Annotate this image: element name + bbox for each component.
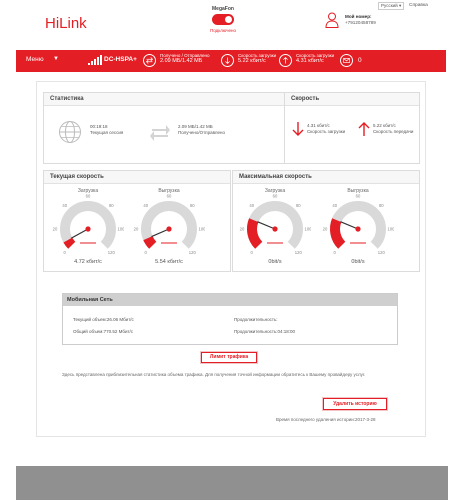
traffic-note: Здесь представлена приблизительная статистика объема трафика. Для получения точной информации обратитесь к Вашему провайдеру услуг. [62, 372, 366, 377]
operator-block [208, 6, 238, 33]
max-speed-title: Максимальная скорость [233, 171, 419, 184]
statistics-title: Статистика [44, 93, 284, 106]
gauge-tick-label: 40 [62, 203, 68, 209]
gauge-tick-label: 60 [272, 193, 278, 199]
current-duration: Продолжительность: [234, 317, 278, 322]
help-link[interactable]: Справка [409, 3, 428, 8]
download-speed-label: Скорость загрузки [238, 53, 277, 58]
traffic-status-value: 2.09 МБ/1.42 МБ [160, 58, 203, 64]
max-download-gauge [239, 193, 311, 257]
network-type: DC-HSPA+ [104, 56, 137, 63]
speed-down-value: 4.31 кбит/с [307, 123, 330, 128]
gauge-needle [257, 222, 275, 229]
speed-down-info [307, 123, 345, 135]
gauge-tick-label: 120 [107, 249, 115, 255]
statistics-box [43, 92, 285, 164]
gauge-tick-label: 20 [322, 226, 328, 232]
max-upload-gauge [322, 193, 394, 257]
envelope-icon[interactable] [340, 54, 353, 67]
gauge-fill [68, 240, 72, 245]
traffic-status-label: Получено / Отправлено [160, 53, 210, 58]
current-speed-title: Текущая скорость [44, 171, 230, 184]
last-cleared-time: Время последнего удаления истории:2017-3-28 [276, 417, 376, 422]
current-upload-value: 5.54 кбит/с [155, 259, 183, 265]
gauge-tick-label: 100 [387, 226, 394, 232]
speed-box [284, 92, 420, 164]
traffic-label: Получено/Отправлено [178, 130, 226, 135]
upload-speed-text [296, 53, 334, 64]
gauge-fill [252, 220, 259, 245]
hilink-logo[interactable]: HiLink [45, 15, 87, 32]
mobile-network-panel [62, 293, 398, 345]
user-number-block [345, 14, 415, 26]
traffic-limit-button[interactable]: Лимит трафика [201, 352, 257, 363]
total-volume: Общий объем:770.52 Мбит/с [73, 329, 134, 334]
max-download-value: 0bit/s [268, 259, 282, 265]
menu-button[interactable]: Меню [26, 56, 44, 63]
session-label: Текущая сессия [90, 130, 124, 135]
gauge-needle [152, 229, 169, 237]
gauge-tick-label: 20 [239, 226, 245, 232]
connection-status: Подключено [209, 28, 237, 33]
connection-toggle[interactable] [212, 14, 234, 25]
upload-red-arrow-icon [358, 121, 370, 137]
current-speed-box [43, 170, 231, 272]
gauge-tick-label: 80 [295, 203, 301, 209]
gauge-tick-label: 80 [378, 203, 384, 209]
gauge-tick-label: 0 [333, 249, 336, 255]
header [0, 0, 462, 50]
current-download-label: Загрузка [77, 188, 99, 194]
gauge-tick-label: 40 [332, 203, 338, 209]
gauge-tick-label: 20 [52, 226, 58, 232]
footer-band [16, 466, 448, 500]
total-duration: Продолжительность:04:18:00 [234, 329, 296, 334]
signal-strength-icon [88, 55, 104, 65]
upload-speed-label: Скорость загрузки [296, 53, 335, 58]
gauge-tick-label: 0 [63, 249, 66, 255]
gauge-tick-label: 40 [249, 203, 255, 209]
gauge-tick-label: 60 [85, 193, 91, 199]
transfer-icon [143, 54, 156, 67]
max-speed-box [232, 170, 420, 272]
max-download-label: Загрузка [264, 188, 286, 194]
gauge-tick-label: 60 [355, 193, 361, 199]
gauge-hub [85, 226, 90, 231]
user-number-label: Мой номер: [345, 14, 372, 19]
current-upload-label: Выгрузка [158, 188, 180, 194]
speed-down-label: Скорость загрузки [307, 129, 346, 134]
clear-history-button[interactable]: Удалить историю [323, 398, 387, 410]
globe-icon [58, 120, 82, 144]
max-upload-value: 0bit/s [351, 259, 365, 265]
gauge-tick-label: 40 [143, 203, 149, 209]
upload-arrow-icon [279, 54, 292, 67]
user-icon [325, 12, 339, 28]
mobile-network-title: Мобильная Сеть [63, 294, 397, 306]
speed-title: Скорость [285, 93, 419, 106]
current-download-value: 4.72 кбит/с [74, 259, 102, 265]
exchange-arrows-icon [148, 120, 172, 144]
download-speed-value: 5.22 кбит/с [238, 58, 266, 64]
gauge-tick-label: 100 [304, 226, 311, 232]
gauge-hub [355, 226, 360, 231]
current-download-gauge [52, 193, 124, 257]
gauge-hub [272, 226, 277, 231]
gauge-needle [340, 222, 358, 229]
toggle-knob [225, 16, 232, 23]
gauge-tick-label: 80 [108, 203, 114, 209]
speed-up-label: Скорость передачи [373, 129, 414, 134]
download-arrow-icon [221, 54, 234, 67]
download-speed-text [238, 53, 276, 64]
gauge-tick-label: 120 [294, 249, 302, 255]
session-info [90, 124, 123, 136]
gauge-tick-label: 120 [377, 249, 385, 255]
gauge-tick-label: 60 [166, 193, 172, 199]
traffic-value: 2.09 МБ/1.42 МБ [178, 124, 213, 129]
gauge-needle [71, 229, 88, 238]
user-number: +79120458789 [345, 20, 376, 25]
language-select[interactable]: Русский ▾ [378, 2, 404, 10]
gauge-tick-label: 100 [117, 226, 124, 232]
speed-up-info [373, 123, 413, 135]
gauge-tick-label: 20 [133, 226, 139, 232]
messages-count: 0 [358, 57, 362, 64]
main-panel [36, 81, 426, 437]
operator-name: MegaFon [212, 6, 234, 12]
status-bar [16, 50, 446, 72]
current-upload-gauge [133, 193, 205, 257]
session-time: 00:19:18 [90, 124, 108, 129]
gauge-fill [148, 238, 153, 245]
max-upload-label: Выгрузка [347, 188, 369, 194]
speed-up-value: 5.22 кбит/с [373, 123, 396, 128]
traffic-info [178, 124, 225, 136]
gauge-tick-label: 80 [189, 203, 195, 209]
gauge-hub [166, 226, 171, 231]
upload-speed-value: 4.31 кбит/с [296, 58, 324, 64]
menu-arrow-icon[interactable]: ▼ [53, 56, 59, 62]
gauge-tick-label: 0 [250, 249, 253, 255]
download-red-arrow-icon [292, 121, 304, 137]
current-volume: Текущий объем:26.06 Мбит/с [73, 317, 134, 322]
gauge-tick-label: 120 [188, 249, 196, 255]
traffic-status-text [160, 53, 210, 64]
gauge-tick-label: 0 [144, 249, 147, 255]
gauge-fill [335, 220, 342, 245]
gauge-tick-label: 100 [198, 226, 205, 232]
